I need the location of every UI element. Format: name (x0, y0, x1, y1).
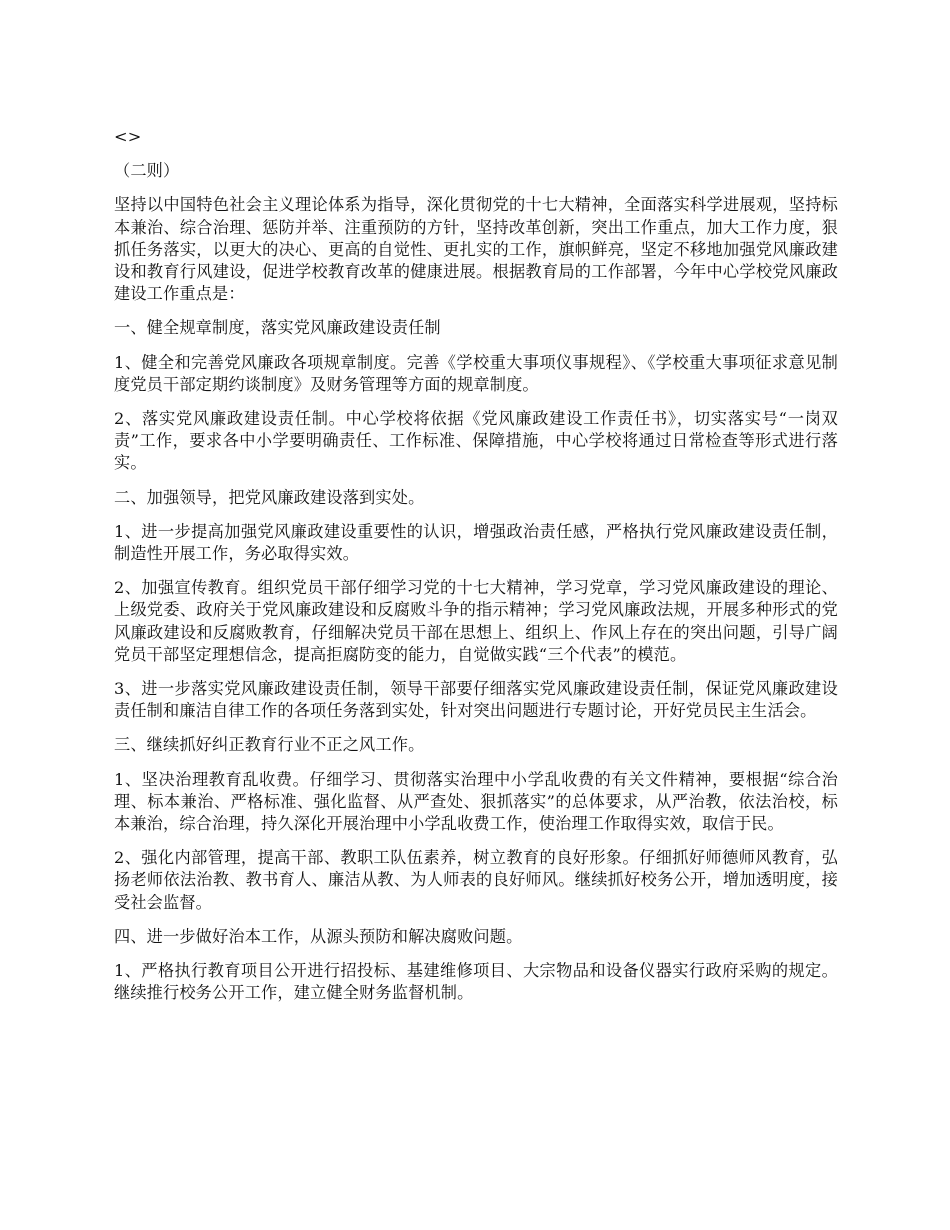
section-heading-1: 一、健全规章制度，落实党风廉政建设责任制 (114, 318, 441, 338)
section-heading-2: 二、加强领导，把党风廉政建设落到实处。 (114, 487, 425, 507)
document-page (114, 126, 838, 1017)
paragraph-2-3: 3、进一步落实党风廉政建设责任制，领导干部要仔细落实党风廉政建设责任制，保证党风廉政建设责任制和廉洁自律工作的各项任务落到实处，针对突出问题进行专题讨论，开好党员民主生活会。 (114, 679, 838, 721)
section-heading-3: 三、继续抓好纠正教育行业不正之风工作。 (114, 735, 425, 755)
document-marker: <> (114, 127, 142, 146)
paragraph-2-2: 2、加强宣传教育。组织党员干部仔细学习党的十七大精神，学习党章，学习党风廉政建设的理论、上级党委、政府关于党风廉政建设和反腐败斗争的指示精神；学习党风廉政法规，开展多种形式的党风廉政建设和反腐败教育，仔细解决党员干部在思想上、组织上、作风上存在的突出问题，引导广阔党员干部坚定理想信念，提高拒腐防变的能力，自觉做实践“三个代表”的模范。 (114, 578, 838, 664)
paragraph-2-1: 1、进一步提高加强党风廉政建设重要性的认识，增强政治责任感，严格执行党风廉政建设责任制，制造性开展工作，务必取得实效。 (114, 521, 838, 564)
paragraph-4-1: 1、严格执行教育项目公开进行招投标、基建维修项目、大宗物品和设备仪器实行政府采购的规定。继续推行校务公开工作，建立健全财务监督机制。 (114, 961, 838, 1003)
document-subtitle: （二则） (114, 161, 180, 181)
section-heading-4: 四、进一步做好治本工作，从源头预防和解决腐败问题。 (114, 926, 523, 946)
paragraph-3-2: 2、强化内部管理，提高干部、教职工队伍素养，树立教育的良好形象。仔细抓好师德师风教育，弘扬老师依法治教、教书育人、廉洁从教、为人师表的良好师风。继续抓好校务公开，增加透明度，接受社会监督。 (114, 848, 838, 912)
paragraph-1-2: 2、落实党风廉政建设责任制。中心学校将依据《党风廉政建设工作责任书》，切实落实号“一岗双责”工作，要求各中小学要明确责任、工作标准、保障措施，中心学校将通过日常检查等形式进行落实。 (114, 409, 838, 473)
paragraph-1-1: 1、健全和完善党风廉政各项规章制度。完善《学校重大事项仪事规程》、《学校重大事项征求意见制度党员干部定期约谈制度》及财务管理等方面的规章制度。 (114, 352, 838, 394)
paragraph-3-1: 1、坚决治理教育乱收费。仔细学习、贯彻落实治理中小学乱收费的有关文件精神，要根据“综合治理、标本兼治、严格标准、强化监督、从严查处、狠抓落实”的总体要求，从严治教，依法治校，标本兼治，综合治理，持久深化开展治理中小学乱收费工作，使治理工作取得实效，取信于民。 (114, 769, 838, 834)
paragraph-intro: 坚持以中国特色社会主义理论体系为指导，深化贯彻党的十七大精神，全面落实科学进展观，坚持标本兼治、综合治理、惩防并举、注重预防的方针，坚持改革创新，突出工作重点，加大工作力度，狠抓任务落实，以更大的决心、更高的自觉性、更扎实的工作，旗帜鲜亮，坚定不移地加强党风廉政建设和教育行风建设，促进学校教育改革的健康进展。根据教育局的工作部署，今年中心学校党风廉政建设工作重点是： (114, 195, 838, 304)
